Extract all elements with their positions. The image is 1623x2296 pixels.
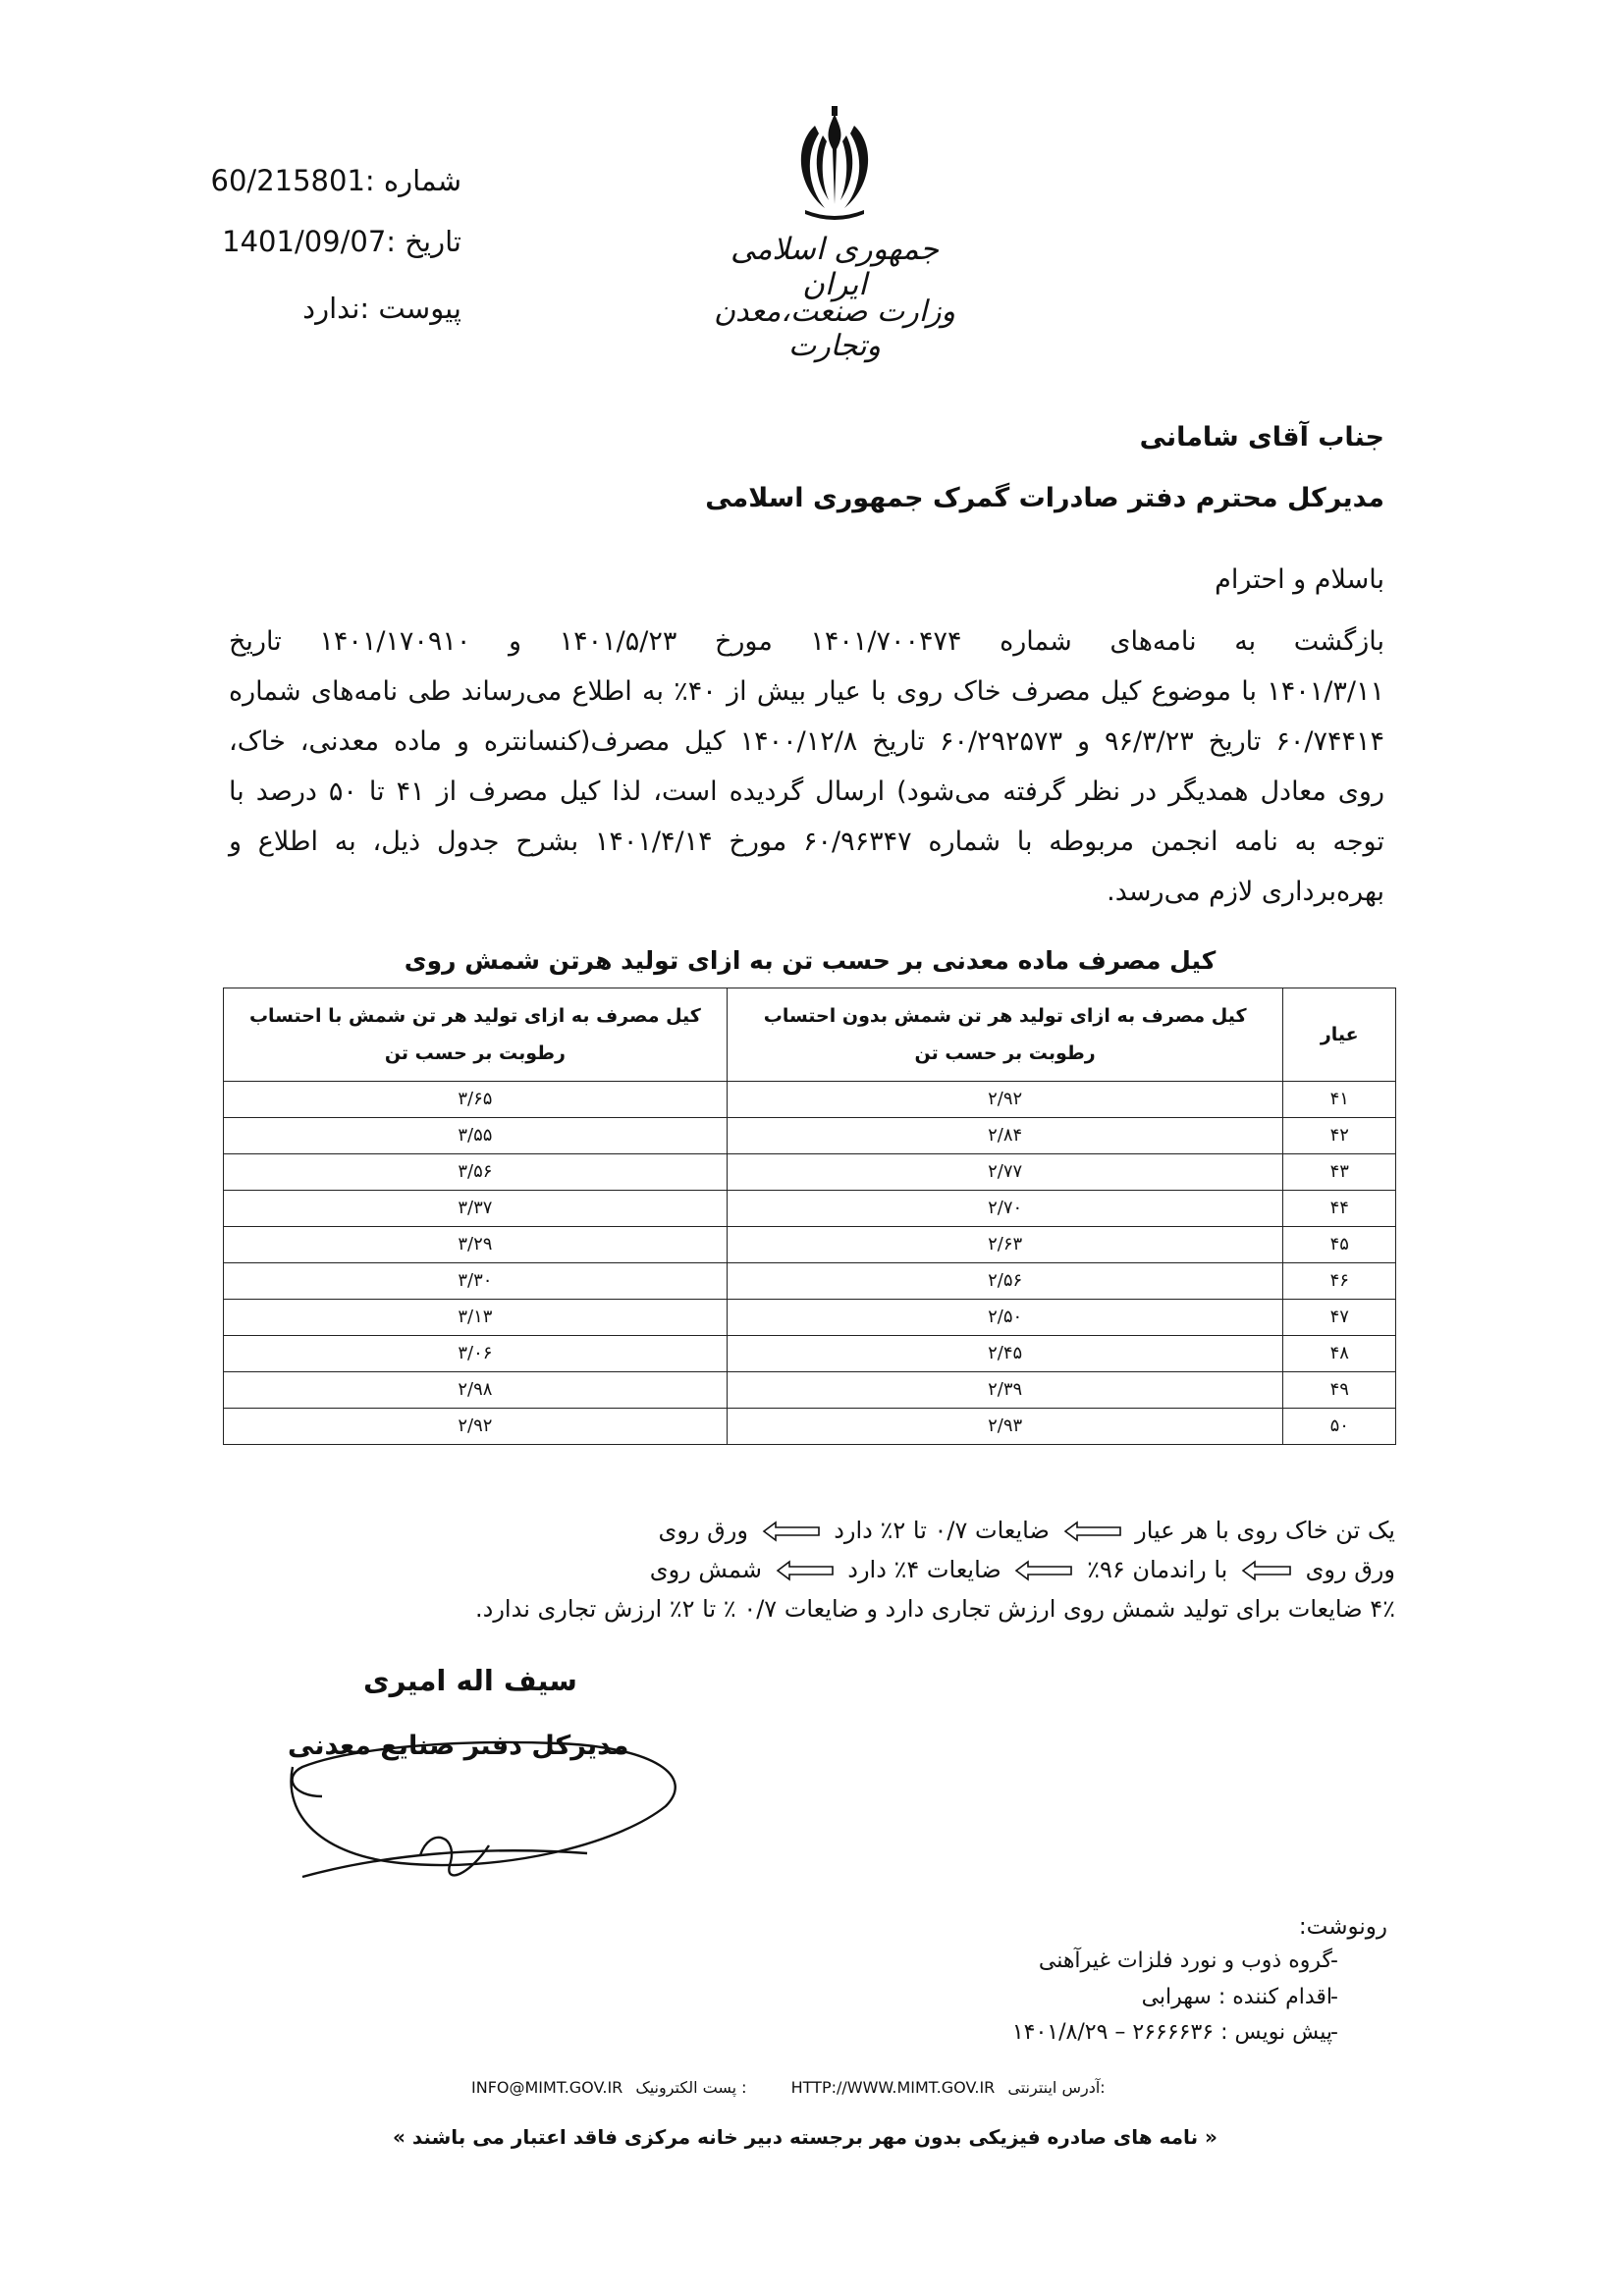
cc-item: گروه ذوب و نورد فلزات غیرآهنی — [1038, 1949, 1332, 1973]
cc-bullet: - — [1330, 1949, 1338, 1973]
signer-name: سیف اله امیری — [363, 1664, 577, 1697]
header-grade: عیار — [1283, 988, 1396, 1082]
cell-grade: ۴۳ — [1283, 1154, 1396, 1191]
greeting: باسلام و احترام — [1215, 564, 1384, 595]
cell-with-moisture: ۲/۹۲ — [224, 1409, 728, 1445]
table-row — [224, 1191, 1396, 1227]
cell-without-moisture: ۲/۶۳ — [727, 1227, 1283, 1263]
arrow-left-icon — [1241, 1560, 1292, 1581]
arrow-left-icon — [1014, 1560, 1073, 1581]
arrow-left-icon — [762, 1521, 821, 1542]
cell-with-moisture: ۳/۰۶ — [224, 1336, 728, 1372]
cc-heading: رونوشت: — [1298, 1914, 1387, 1940]
cell-grade: ۴۸ — [1283, 1336, 1396, 1372]
cell-grade: ۴۲ — [1283, 1118, 1396, 1154]
note-line-1 — [659, 1517, 1395, 1544]
cell-with-moisture: ۳/۱۳ — [224, 1300, 728, 1336]
cell-with-moisture: ۳/۳۷ — [224, 1191, 728, 1227]
body-line: توجه به نامه انجمن مربوطه با شماره ۶۰/۹۶۳۴۷ مورخ ۱۴۰۱/۴/۱۴ بشرح جدول ذیل، به اطلاع و — [229, 827, 1385, 857]
recipient-title: مدیرکل محترم دفتر صادرات گمرک جمهوری اسلامی — [705, 483, 1384, 513]
cell-with-moisture: ۳/۶۵ — [224, 1082, 728, 1118]
consumption-table — [223, 988, 1396, 1445]
cc-item: پیش نویس : ۲۶۶۶۶۳۶ – ۱۴۰۱/۸/۲۹ — [1011, 2020, 1332, 2045]
cell-grade: ۴۹ — [1283, 1372, 1396, 1409]
header-without-moisture: کیل مصرف به ازای تولید هر تن شمش بدون احتساب رطوبت بر حسب تن — [727, 988, 1283, 1082]
table-header-row — [224, 988, 1396, 1082]
table-row — [224, 1227, 1396, 1263]
table-caption: کیل مصرف ماده معدنی بر حسب تن به ازای تولید هرتن شمش روی — [404, 946, 1217, 975]
table-row — [224, 1300, 1396, 1336]
body-line: بازگشت به نامه‌های شماره ۱۴۰۱/۷۰۰۴۷۴ مورخ ۱۴۰۱/۵/۲۳ و ۱۴۰۱/۱۷۰۹۱۰ تاریخ — [229, 626, 1384, 657]
cell-with-moisture: ۲/۹۸ — [224, 1372, 728, 1409]
emblem-line-1: جمهوری اسلامی ایران — [730, 232, 939, 302]
arrow-left-icon — [776, 1560, 835, 1581]
letter-attachment: پیوست :ندارد — [302, 292, 461, 325]
body-line: روی معادل همدیگر در نظر گرفته می‌شود) ارسال گردیده است، لذا کیل مصرف از ۴۱ تا ۵۰ درصد با — [229, 776, 1384, 807]
note-text: ضایعات ۴٪ دارد — [847, 1556, 1001, 1583]
cell-with-moisture: ۳/۳۰ — [224, 1263, 728, 1300]
cell-without-moisture: ۲/۵۰ — [727, 1300, 1283, 1336]
arrow-left-icon — [1063, 1521, 1122, 1542]
emblem-line-2: وزارت صنعت،معدن وتجارت — [713, 294, 956, 363]
body-line: بهره‌برداری لازم می‌رسد. — [1107, 877, 1384, 907]
letter-body — [229, 616, 1384, 917]
table-row — [224, 1118, 1396, 1154]
cc-item: اقدام کننده : سهرابی — [1141, 1985, 1332, 2009]
note-line-3: ۴٪ ضایعات برای تولید شمش روی ارزش تجاری دارد و ضایعات ۰/۷ ٪ تا ۲٪ ارزش تجاری ندارد. — [475, 1595, 1395, 1623]
footer-web-label: آدرس اینترنتی: — [1007, 2078, 1106, 2097]
table-row — [224, 1082, 1396, 1118]
note-line-2 — [650, 1556, 1395, 1583]
cell-grade: ۴۴ — [1283, 1191, 1396, 1227]
cell-grade: ۴۱ — [1283, 1082, 1396, 1118]
cell-grade: ۴۶ — [1283, 1263, 1396, 1300]
footer-email[interactable]: INFO@MIMT.GOV.IR — [471, 2078, 623, 2097]
cell-grade: ۴۵ — [1283, 1227, 1396, 1263]
letter-number: شماره :60/215801 — [210, 164, 461, 197]
body-line: ۶۰/۷۴۴۱۴ تاریخ ۹۶/۳/۲۳ و ۶۰/۲۹۲۵۷۳ تاریخ ۱۴۰۰/۱۲/۸ کیل مصرف(کنسانتره و ماده معدنی، خاک، — [229, 726, 1384, 757]
signer-title: مدیرکل دفتر صنایع معدنی — [288, 1731, 629, 1761]
cell-without-moisture: ۲/۳۹ — [727, 1372, 1283, 1409]
table-row — [224, 1336, 1396, 1372]
cell-with-moisture: ۳/۵۵ — [224, 1118, 728, 1154]
footer-contact — [471, 2078, 1106, 2097]
cc-bullet: - — [1330, 2020, 1338, 2045]
footer-email-label: پست الکترونیک : — [635, 2078, 747, 2097]
cell-without-moisture: ۲/۷۷ — [727, 1154, 1283, 1191]
footer-notice: « نامه های صادره فیزیکی بدون مهر برجسته دبیر خانه مرکزی فاقد اعتبار می باشند » — [393, 2125, 1217, 2149]
recipient-name: جناب آقای شامانی — [1139, 422, 1384, 453]
table-row — [224, 1409, 1396, 1445]
government-emblem — [707, 106, 962, 363]
table-row — [224, 1263, 1396, 1300]
cc-bullet: - — [1330, 1985, 1338, 2009]
note-text: ورق روی — [658, 1517, 748, 1544]
cell-without-moisture: ۲/۸۴ — [727, 1118, 1283, 1154]
cell-grade: ۴۷ — [1283, 1300, 1396, 1336]
cell-without-moisture: ۲/۴۵ — [727, 1336, 1283, 1372]
body-line: ۱۴۰۱/۳/۱۱ با موضوع کیل مصرف خاک روی با عیار بیش از ۴۰٪ به اطلاع می‌رساند طی نامه‌های شماره — [229, 676, 1384, 707]
note-text: ضایعات ۰/۷ تا ۲٪ دارد — [834, 1517, 1050, 1544]
note-text: با راندمان ۹۶٪ — [1087, 1556, 1228, 1583]
cell-grade: ۵۰ — [1283, 1409, 1396, 1445]
cell-without-moisture: ۲/۹۳ — [727, 1409, 1283, 1445]
cell-without-moisture: ۲/۷۰ — [727, 1191, 1283, 1227]
note-text: شمش روی — [649, 1556, 762, 1583]
table-row — [224, 1154, 1396, 1191]
header-with-moisture: کیل مصرف به ازای تولید هر تن شمش با احتساب رطوبت بر حسب تن — [224, 988, 728, 1082]
cell-without-moisture: ۲/۹۲ — [727, 1082, 1283, 1118]
footer-web[interactable]: HTTP://WWW.MIMT.GOV.IR — [790, 2078, 996, 2097]
cell-with-moisture: ۳/۵۶ — [224, 1154, 728, 1191]
letter-date: تاریخ :1401/09/07 — [222, 225, 461, 258]
cell-with-moisture: ۳/۲۹ — [224, 1227, 728, 1263]
note-text: ورق روی — [1305, 1556, 1395, 1583]
emblem-icon — [785, 106, 884, 222]
note-text: یک تن خاک روی با هر عیار — [1135, 1517, 1395, 1544]
table-row — [224, 1372, 1396, 1409]
cell-without-moisture: ۲/۵۶ — [727, 1263, 1283, 1300]
